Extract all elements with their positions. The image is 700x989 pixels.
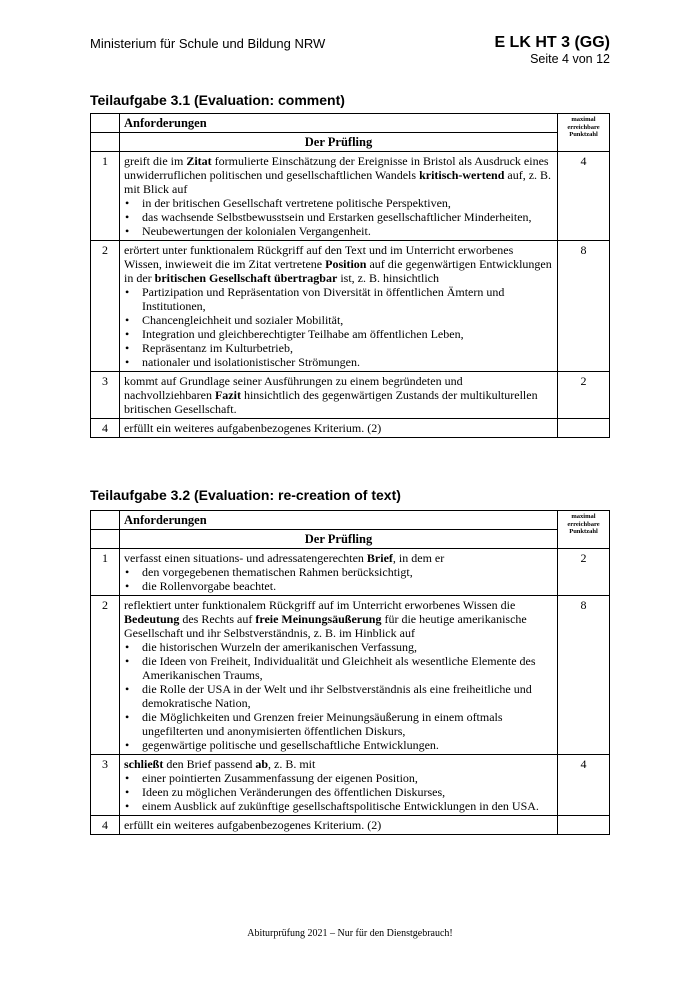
bullet-list xyxy=(124,640,553,752)
row-text xyxy=(120,241,558,372)
row-points xyxy=(558,816,610,835)
row-points: 4 xyxy=(558,152,610,241)
list-item: • die Möglichkeiten und Grenzen freier Meinungsäußerung in einem oftmals ungefilterten und anonymisierten öffentlichen Diskurs, xyxy=(124,710,553,738)
max-points-header: maximal erreichbare Punktzahl xyxy=(558,114,610,152)
bold-segment: britischen Gesellschaft übertragbar xyxy=(154,271,338,285)
text-segment: auf die gegenwärtigen Entwicklungen in der xyxy=(124,257,552,285)
requirements-header: Anforderungen xyxy=(120,114,558,133)
list-item: • einer pointierten Zusammenfassung der eigenen Position, xyxy=(124,771,553,785)
text-segment: , in dem er xyxy=(392,551,445,565)
row-number: 1 xyxy=(91,549,120,596)
text-segment: des Rechts auf xyxy=(179,612,256,626)
text-segment: , z. B. mit xyxy=(268,757,316,771)
table-row xyxy=(91,372,610,419)
bold-segment: Position xyxy=(325,257,367,271)
bullet-list xyxy=(124,196,553,238)
header-num-cell xyxy=(91,114,120,133)
row-points: 8 xyxy=(558,241,610,372)
bullet-list xyxy=(124,565,553,593)
header-right xyxy=(494,34,610,67)
list-item: • Repräsentanz im Kulturbetrieb, xyxy=(124,341,553,355)
text-segment: erörtert unter funktionalem Rückgriff auf den Text und im Unterricht erworbenes Wissen, inwieweit die im Zitat vertretene xyxy=(124,243,514,271)
table-subheader-row xyxy=(91,530,610,549)
table-row xyxy=(91,419,610,438)
text-segment: hinsichtlich des gegenwärtigen Zustands der multikulturellen britischen Gesellschaft. xyxy=(124,388,538,416)
bold-segment: ab xyxy=(255,757,269,771)
subheader-num-cell xyxy=(91,133,120,152)
table-row xyxy=(91,816,610,835)
page-number: Seite 4 von 12 xyxy=(530,52,610,66)
bold-segment: freie Meinungsäußerung xyxy=(255,612,382,626)
list-item: • die Rollenvorgabe beachtet. xyxy=(124,579,553,593)
text-segment: greift die im xyxy=(124,154,187,168)
requirements-header: Anforderungen xyxy=(120,511,558,530)
list-item: • einem Ausblick auf zukünftige gesellschaftspolitische Entwicklungen in den USA. xyxy=(124,799,553,813)
list-item: • Ideen zu möglichen Veränderungen des öffentlichen Diskurses, xyxy=(124,785,553,799)
list-item: • den vorgegebenen thematischen Rahmen berücksichtigt, xyxy=(124,565,553,579)
row-text xyxy=(120,596,558,755)
text-segment: kommt auf Grundlage seiner Ausführungen zu einem begründeten und nachvollziehbaren xyxy=(124,374,463,402)
bold-segment: Fazit xyxy=(214,388,241,402)
list-item: • nationaler und isolationistischer Strömungen. xyxy=(124,355,553,369)
text-segment: reflektiert unter funktionalem Rückgriff auf im Unterricht erworbenes Wissen die xyxy=(124,598,516,612)
row-number: 2 xyxy=(91,596,120,755)
bold-segment: Zitat xyxy=(186,154,212,168)
list-item: • Neubewertungen der kolonialen Vergangenheit. xyxy=(124,224,553,238)
text-segment: auf, z. B. mit Blick auf xyxy=(124,168,552,196)
text-segment: ist, z. B. hinsichtlich xyxy=(337,271,439,285)
bold-segment: schließt xyxy=(124,757,164,771)
text-segment: verfasst einen situations- und adressatengerechten xyxy=(124,551,367,565)
table-row xyxy=(91,241,610,372)
list-item: • die Rolle der USA in der Welt und ihr Selbstverständnis als eine freiheitliche und demokratische Nation, xyxy=(124,682,553,710)
row-points: 4 xyxy=(558,755,610,816)
table-header-row xyxy=(91,114,610,133)
exam-code: E LK HT 3 (GG) xyxy=(494,34,610,51)
bullet-list xyxy=(124,771,553,813)
row-text xyxy=(120,372,558,419)
row-points: 8 xyxy=(558,596,610,755)
row-number: 2 xyxy=(91,241,120,372)
bold-segment: Bedeutung xyxy=(124,612,180,626)
row-points: 2 xyxy=(558,372,610,419)
table-row xyxy=(91,549,610,596)
list-item: • die Ideen von Freiheit, Individualität und Gleichheit als wesentliche Elemente des Amerikanischen Traums, xyxy=(124,654,553,682)
list-item: • gegenwärtige politische und gesellschaftliche Entwicklungen. xyxy=(124,738,553,752)
table-header-row xyxy=(91,511,610,530)
bold-segment: Brief xyxy=(366,551,393,565)
row-number: 3 xyxy=(91,755,120,816)
bullet-list xyxy=(124,285,553,369)
row-text xyxy=(120,152,558,241)
row-number: 1 xyxy=(91,152,120,241)
row-number: 4 xyxy=(91,816,120,835)
table-row xyxy=(91,596,610,755)
task-3-1-table xyxy=(90,113,610,438)
list-item: • in der britischen Gesellschaft vertretene politische Perspektiven, xyxy=(124,196,553,210)
row-text xyxy=(120,549,558,596)
task-3-2-table xyxy=(90,510,610,835)
table-row xyxy=(91,152,610,241)
task-3-2-title: Teilaufgabe 3.2 (Evaluation: re-creation of text) xyxy=(90,487,401,503)
list-item: • Partizipation und Repräsentation von Diversität in öffentlichen Ämtern und Institutionen, xyxy=(124,285,553,313)
text-segment: für die heutige amerikanische Gesellschaft und ihr Selbstverständnis, z. B. im Hinblick auf xyxy=(124,612,527,640)
page-footer: Abiturprüfung 2021 – Nur für den Dienstgebrauch! xyxy=(247,928,453,939)
row-text: erfüllt ein weiteres aufgabenbezogenes Kriterium. (2) xyxy=(120,816,558,835)
max-points-header: maximal erreichbare Punktzahl xyxy=(558,511,610,549)
row-text xyxy=(120,755,558,816)
table-row xyxy=(91,755,610,816)
ministry-name: Ministerium für Schule und Bildung NRW xyxy=(90,36,326,51)
list-item: • die historischen Wurzeln der amerikanischen Verfassung, xyxy=(124,640,553,654)
candidate-header: Der Prüfling xyxy=(120,530,558,549)
list-item: • das wachsende Selbstbewusstsein und Erstarken gesellschaftlicher Minderheiten, xyxy=(124,210,553,224)
task-3-1-title: Teilaufgabe 3.1 (Evaluation: comment) xyxy=(90,92,345,108)
row-points xyxy=(558,419,610,438)
subheader-num-cell xyxy=(91,530,120,549)
row-points: 2 xyxy=(558,549,610,596)
text-segment: formulierte Einschätzung der Ereignisse in Bristol als Ausdruck eines unwiderruflichen politischen und gesellschaftlichen Wandels xyxy=(124,154,549,182)
row-number: 4 xyxy=(91,419,120,438)
table-subheader-row xyxy=(91,133,610,152)
list-item: • Integration und gleichberechtigter Teilhabe am öffentlichen Leben, xyxy=(124,327,553,341)
row-text: erfüllt ein weiteres aufgabenbezogenes Kriterium. (2) xyxy=(120,419,558,438)
candidate-header: Der Prüfling xyxy=(120,133,558,152)
bold-segment: kritisch-wertend xyxy=(419,168,505,182)
text-segment: den Brief passend xyxy=(163,757,256,771)
list-item: • Chancengleichheit und sozialer Mobilität, xyxy=(124,313,553,327)
header-num-cell xyxy=(91,511,120,530)
row-number: 3 xyxy=(91,372,120,419)
